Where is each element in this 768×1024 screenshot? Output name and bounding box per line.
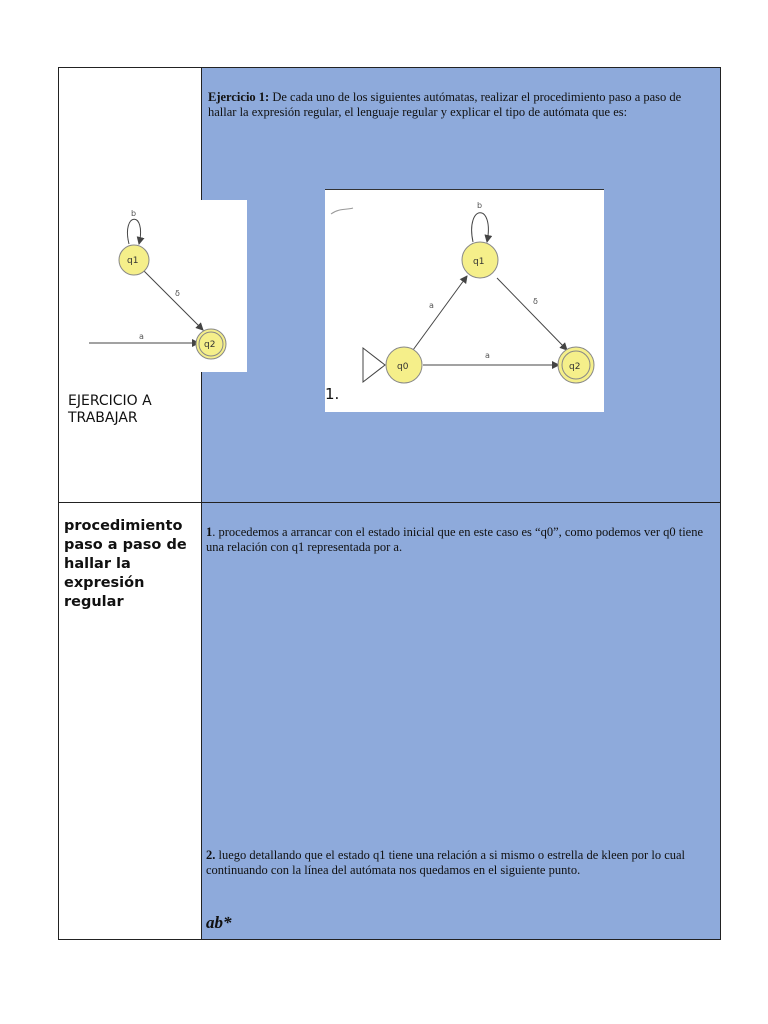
edge-label-delta: δ xyxy=(533,297,538,306)
exercise-title: Ejercicio 1: xyxy=(208,90,270,104)
edge-q1-q2 xyxy=(143,270,203,330)
exercise-intro xyxy=(208,90,708,120)
exercise-instructions: De cada uno de los siguientes autómatas, realizar el procedimiento paso a paso de hallar la expresión regular, el lenguaje regular y explicar el tipo de autómata que es: xyxy=(208,90,682,119)
edge-q1-q2 xyxy=(497,278,567,350)
state-q0-label: q0 xyxy=(397,362,409,372)
automaton-diagram-large xyxy=(325,189,604,412)
step-2-text: luego detallando que el estado q1 tiene una relación a si mismo o estrella de kleen por lo cual continuando con la línea del autómata nos quedamos en el siguiente punto. xyxy=(206,848,686,877)
scribble-mark xyxy=(331,208,353,214)
step-2 xyxy=(206,848,716,878)
automaton-diagram-small xyxy=(87,200,247,372)
edge-label-a-q0q1: a xyxy=(429,301,434,310)
edge-label-a: a xyxy=(139,332,144,341)
edge-label-a-q0q2: a xyxy=(485,351,490,360)
step-1-number: 1 xyxy=(206,525,213,539)
state-q2-label: q2 xyxy=(204,340,216,350)
edge-label-b: b xyxy=(477,201,483,210)
q1-self-loop xyxy=(127,219,140,244)
row2-left-cell xyxy=(59,503,202,939)
step-1 xyxy=(206,525,711,555)
automaton-large-svg xyxy=(325,190,604,412)
edge-q0-q1 xyxy=(413,276,467,350)
row2-right-cell xyxy=(202,503,720,939)
exercise-label: EJERCICIO A TRABAJAR xyxy=(68,393,152,426)
step-1-text: . procedemos a arrancar con el estado inicial que en este caso es “q0”, como podemos ver q0 tiene una relación con q1 representada por a. xyxy=(206,525,704,554)
procedure-label: procedimiento paso a paso de hallar la expresión regular xyxy=(64,518,187,610)
state-q2-label: q2 xyxy=(569,362,581,372)
automaton-small-svg xyxy=(87,200,247,372)
start-arrow-icon xyxy=(363,348,385,382)
state-q1-label: q1 xyxy=(127,256,139,266)
step-2-number: 2. xyxy=(206,848,216,862)
edge-label-delta: δ xyxy=(175,289,180,298)
state-q1-label: q1 xyxy=(473,257,485,267)
regular-expression: ab* xyxy=(206,913,232,932)
edge-label-b: b xyxy=(131,209,137,218)
q1-self-loop xyxy=(472,213,489,242)
diagram-number-label: 1. xyxy=(325,385,340,403)
